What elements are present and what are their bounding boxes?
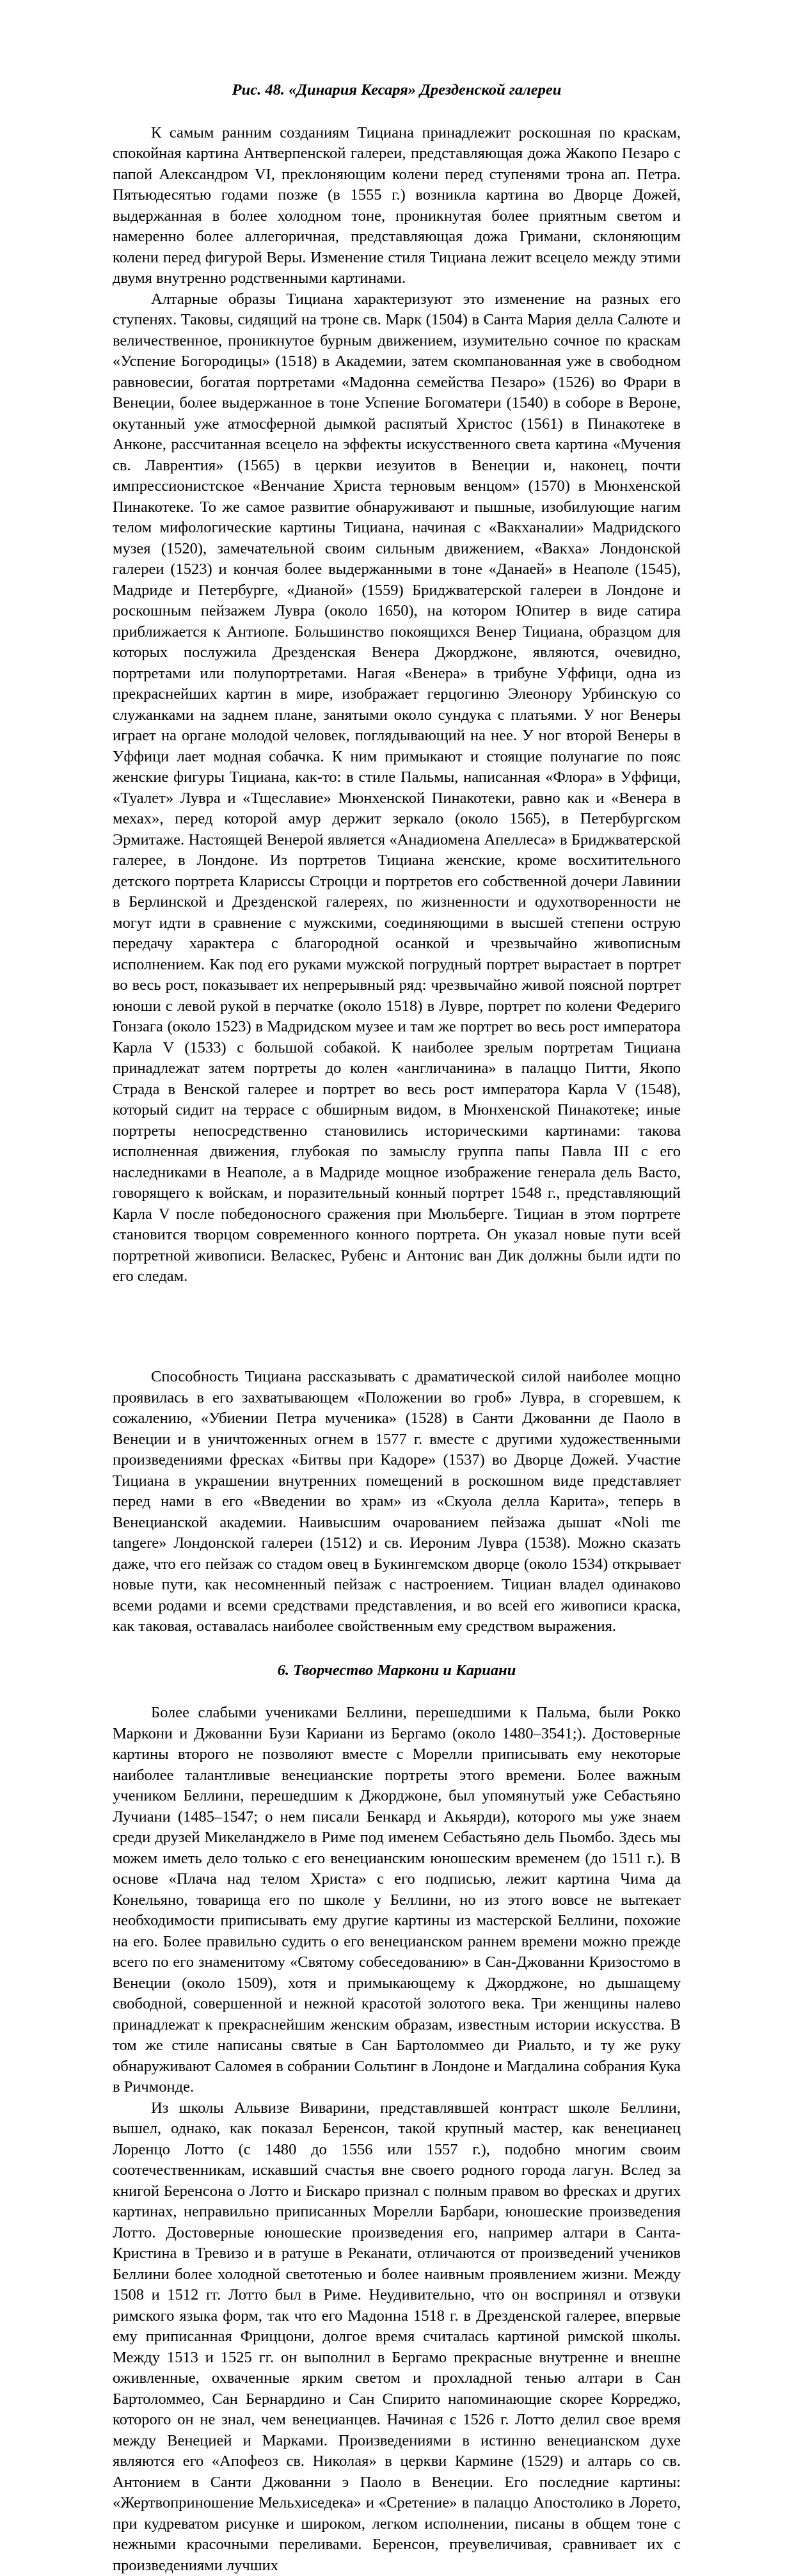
page-2-content: [113, 1367, 681, 2576]
paragraph: К самым ранним созданиям Тициана принадлежит роскошная по краскам, спокойная картина Антверпенской галереи, представляющая дожа Жакопо Пезаро с папой Александром VI, преклоняющим колени перед ступенями трона ап. Петра. Пятьюдесятью годами позже (в 1555 г.) возникла картина во Дворце Дожей, выдержанная в более холодном тоне, проникнутая более приятным светом и намеренно более аллегоричная, представляющая дожа Гримани, склоняющим колени перед фигурой Веры. Изменение стиля Тициана лежит всецело между этими двумя внутренно родственными картинами.: [113, 123, 681, 289]
paragraph: Более слабыми учениками Беллини, перешедшими к Пальма, были Рокко Маркони и Джованни Бузи Кариани из Бергамо (около 1480–3541;). Достоверные картины второго не позволяют вместе с Морелли приписывать ему некоторые наиболее талантливые венецианские портреты этого времени. Более важным учеником Беллини, перешедшим к Джорджоне, был упомянутый уже Себастьяно Лучиани (1485–1547; о нем писали Бенкард и Акьярди), которого мы уже знаем среди друзей Микеланджело в Риме под именем Себастьяно дель Пьомбо. Здесь мы можем иметь дело только с его венецианским юношеским временем (до 1511 г.). В основе «Плача над телом Христа» с его подписью, лежит картина Чима да Конельяно, товарища его по школе у Беллини, но из этого вовсе не вытекает необходимости приписывать ему другие картины из мастерской Беллини, похожие на его. Более правильно судить о его венецианском раннем времени можно прежде всего по его знаменитому «Святому собеседованию» в Сан-Джованни Кризостомо в Венеции (около 1509), хотя и примыкающему к Джорджоне, но дышащему свободной, совершенной и нежной красотой золотого века. Три женщины налево принадлежат к прекраснейшим женским образам, известным истории искусства. В том же стиле написаны святые в Сан Бартоломмео ди Риальто, и ту же руку обнаруживают Саломея в собрании Сольтинг в Лондоне и Магдалина собрания Кука в Ричмонде.: [113, 1703, 681, 2098]
paragraph: Алтарные образы Тициана характеризуют это изменение на разных его ступенях. Таковы, сидящий на троне св. Марк (1504) в Санта Мария делла Салюте и величественное, проникнутое бурным движением, изумительно сочное по краскам «Успение Богородицы» (1518) в Академии, затем скомпанованная уже в свободном равновесии, богатая портретами «Мадонна семейства Пезаро» (1526) во Фрари в Венеции, более выдержанное в тоне Успение Богоматери (1540) в соборе в Вероне, окутанный уже атмосферной дымкой распятый Христос (1561) в Пинакотеке в Анконе, рассчитанная всецело на эффекты искусственного света картина «Мучения св. Лаврентия» (1565) в церкви иезуитов в Венеции и, наконец, почти импрессионистское «Венчание Христа терновым венцом» (1570) в Мюнхенской Пинакотеке. То же самое развитие обнаруживают и пышные, изобилующие нагим телом мифологические картины Тициана, начиная с «Вакханалии» Мадридского музея (1520), замечательной своим сильным движением, «Вакха» Лондонской галереи (1523) и кончая более выдержанными в тоне «Данаей» в Неаполе (1545), Мадриде и Петербурге, «Дианой» (1559) Бриджватерской галереи в Лондоне и роскошным пейзажем Лувра (около 1650), на котором Юпитер в виде сатира приближается к Антиопе. Большинство покоящихся Венер Тициана, образцом для которых послужила Дрезденская Венера Джорджоне, являются, очевидно, портретами или полупортретами. Нагая «Венера» в трибуне Уффици, одна из прекраснейших картин в мире, изображает герцогиню Элеонору Урбинскую со служанками на заднем плане, занятыми около сундука с платьями. У ног Венеры играет на органе молодой человек, поглядывающий на нее. У ног второй Венеры в Уффици лает модная собачка. К ним примыкают и стоящие полунагие по пояс женские фигуры Тициана, как-то: в стиле Пальмы, написанная «Флора» в Уффици, «Туалет» Лувра и «Тщеславие» Мюнхенской Пинакотеки, равно как и «Венера в мехах», перед которой амур держит зеркало (около 1565), в Петербургском Эрмитаже. Настоящей Венерой является «Анадиомена Апеллеса» в Бриджватерской галерее, в Лондоне. Из портретов Тициана женские, кроме восхитительного детского портрета Клариссы Строцци и портретов его собственной дочери Лавинии в Берлинской и Дрезденской галереях, по жизненности и одухотворенности не могут идти в сравнение с мужскими, соединяющими в высшей степени острую передачу характера с благородной осанкой и чрезвычайно живописным исполнением. Как под его руками мужской погрудный портрет вырастает в портрет во весь рост, показывает их непрерывный ряд: чрезвычайно живой поясной портрет юноши с левой рукой в перчатке (около 1518) в Лувре, портрет по колени Федериго Гонзага (около 1523) в Мадридском музее и там же портрет во весь рост императора Карла V (1533) с большой собакой. К наиболее зрелым портретам Тициана принадлежат затем портреты до колен «англичанина» в палаццо Питти, Якопо Страда в Венской галерее и портрет во весь рост императора Карла V (1548), который сидит на террасе с обширным видом, в Мюнхенской Пинакотеке; иные портреты непосредственно становились историческими картинами: такова исполненная движения, глубокая по замыслу группа папы Павла III с его наследниками в Неаполе, а в Мадриде мощное изображение генерала дель Васто, говорящего к войскам, и поразительный конный портрет 1548 г., представляющий Карла V после победоносного сражения при Мюльберге. Тициан в этом портрете становится творцом современного конного портрета. Он указал новые пути всей портретной живописи. Веласкес, Рубенс и Антонис ван Дик должны были идти по его следам.: [113, 289, 681, 1287]
page-2: [0, 1124, 794, 2247]
page-1: [0, 0, 794, 1124]
section-heading: 6. Творчество Маркони и Кариани: [113, 1660, 681, 1682]
figure-caption: Рис. 48. «Динария Кесаря» Дрезденской галереи: [113, 80, 681, 101]
paragraph: Из школы Альвизе Виварини, представлявшей контраст школе Беллини, вышел, однако, как показал Беренсон, такой крупный мастер, как венецианец Лоренцо Лотто (с 1480 до 1556 или 1557 г.), подобно многим своим соотечественникам, искавший счастья вне своего родного города лагун. Вслед за книгой Беренсона о Лотто и Бискаро признал с полным правом во фресках и других картинах, неправильно приписанных Морелли Барбари, юношеские произведения Лотто. Достоверные юношеские произведения его, например алтари в Санта-Кристина в Тревизо и в ратуше в Реканати, отличаются от произведений учеников Беллини более холодной светотенью и более наивным проявлением жизни. Между 1508 и 1512 гг. Лотто был в Риме. Неудивительно, что он воспринял и отзвуки римского языка форм, так что его Мадонна 1518 г. в Дрезденской галерее, впервые ему приписанная Фриццони, долгое время считалась картиной римской школы. Между 1513 и 1525 гг. он выполнил в Бергамо прекрасные внутренне и внешне оживленные, охваченные ярким светом и прохладной тенью алтари в Сан Бартоломмео, Сан Бернардино и Сан Спирито напоминающие скорее Корреджо, которого он не знал, чем венецианцев. Начиная с 1526 г. Лотто делил свое время между Венецией и Марками. Произведениями в истинно венецианском духе являются его «Апофеоз св. Николая» в церкви Кармине (1529) и алтарь со св. Антонием в Санти Джованни э Паоло в Венеции. Его последние картины: «Жертвоприношение Мельхиседека» и «Сретение» в палаццо Апостолико в Лорето, при кудреватом рисунке и широком, легком исполнении, писаны в общем тоне с нежными красочными переливами. Беренсон, преувеличивая, сравнивает их с произведениями лучших: [113, 2098, 681, 2576]
paragraph: Способность Тициана рассказывать с драматической силой наиболее мощно проявилась в его захватывающем «Положении во гроб» Лувра, в сгоревшем, к сожалению, «Убиении Петра мученика» (1528) в Санти Джованни де Паоло в Венеции и в уничтоженных огнем в 1577 г. вместе с другими художественными произведениями фресках «Битвы при Кадоре» (1537) во Дворце Дожей. Участие Тициана в украшении внутренних помещений в роскошном виде представляет перед нами в его «Введении во храм» из «Скуола делла Карита», теперь в Венецианской академии. Наивысшим очарованием пейзажа дышат «Noli me tangere» Лондонской галереи (1512) и св. Иероним Лувра (1538). Можно сказать даже, что его пейзаж со стадом овец в Букингемском дворце (около 1534) открывает новые пути, как несомненный пейзаж с настроением. Тициан владел одинаково всеми родами и всеми средствами представления, и во всей его живописи краска, как таковая, оставалась наиболее свойственным ему средством выражения.: [113, 1367, 681, 1637]
page-1-content: [113, 80, 681, 1287]
